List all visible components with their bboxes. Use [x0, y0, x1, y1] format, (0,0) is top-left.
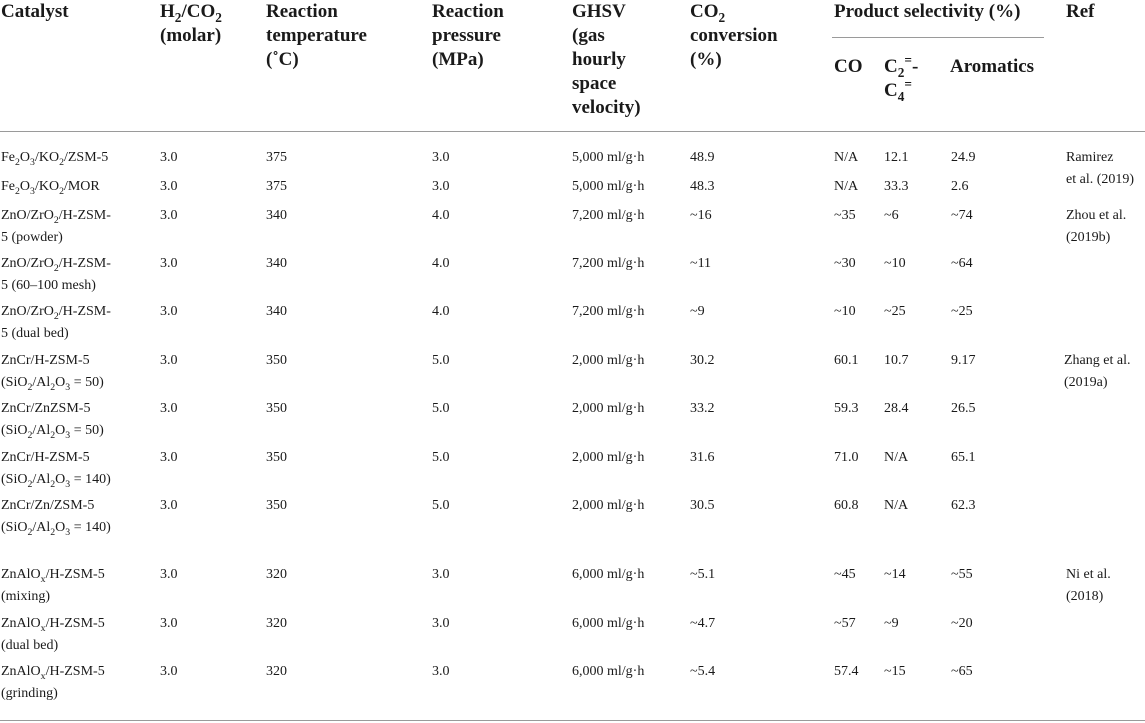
header-temperature [266, 0, 367, 72]
catalyst-line2 [1, 517, 111, 539]
temp-cell: 340 [266, 256, 287, 271]
pressure-cell: 5.0 [432, 498, 450, 513]
temp-cell: 350 [266, 450, 287, 465]
temp-cell: 340 [266, 304, 287, 319]
catalyst-subscript: x [40, 573, 46, 585]
arom-cell: ~55 [951, 567, 973, 582]
catalyst-line1 [1, 147, 108, 169]
catalyst-line1 [1, 205, 111, 227]
header-catalyst-text: Catalyst [1, 1, 69, 22]
ghsv-cell: 7,200 ml/g·h [572, 256, 645, 271]
ref-line2: (2019a) [1064, 375, 1108, 390]
header-conv-line2: conversion [690, 25, 778, 46]
co-cell: 60.8 [834, 498, 859, 513]
catalyst-line1 [1, 253, 111, 275]
catalyst-subscript: 2 [59, 185, 64, 197]
catalyst-subscript: 2 [50, 381, 56, 393]
ratio-cell: 3.0 [160, 450, 178, 465]
catalyst-text: /KO [34, 150, 60, 165]
catalyst-subscript: 3 [65, 526, 71, 538]
catalyst-subscript: 3 [65, 478, 71, 490]
header-ghsv-line5: velocity) [572, 97, 641, 118]
co-cell: 59.3 [834, 401, 859, 416]
catalyst-text: = 50) [70, 423, 104, 438]
catalyst-text: Fe [1, 150, 15, 165]
ghsv-cell: 6,000 ml/g·h [572, 616, 645, 631]
catalyst-subscript: 2 [50, 478, 56, 490]
catalyst-line2 [1, 469, 111, 491]
catalyst-line1 [1, 398, 104, 420]
catalyst-cell [1, 613, 105, 657]
arom-cell: 2.6 [951, 179, 969, 194]
ratio-cell: 3.0 [160, 150, 178, 165]
catalyst-text: 5 (dual bed) [1, 326, 69, 341]
ref-line1: Zhou et al. [1066, 208, 1127, 223]
catalyst-text: (mixing) [1, 589, 50, 604]
ghsv-cell: 5,000 ml/g·h [572, 150, 645, 165]
h-sup: = [904, 52, 912, 68]
temp-cell: 320 [266, 616, 287, 631]
catalyst-subscript: 3 [30, 185, 35, 197]
catalyst-subscript: 2 [59, 156, 64, 168]
temp-cell: 350 [266, 353, 287, 368]
catalyst-subscript: 2 [50, 429, 56, 441]
catalyst-text: ZnCr/Zn/ZSM-5 [1, 498, 95, 513]
co-cell: N/A [834, 150, 859, 165]
ghsv-cell: 2,000 ml/g·h [572, 498, 645, 513]
catalyst-line1 [1, 176, 100, 198]
ghsv-cell: 7,200 ml/g·h [572, 304, 645, 319]
ratio-cell: 3.0 [160, 498, 178, 513]
ref-cell [1064, 350, 1130, 394]
co-cell: ~30 [834, 256, 856, 271]
ratio-cell: 3.0 [160, 401, 178, 416]
header-rule [0, 131, 1145, 132]
catalyst-text: /MOR [63, 179, 100, 194]
olef-cell: 28.4 [884, 401, 909, 416]
catalyst-line1 [1, 661, 105, 683]
catalyst-line1 [1, 495, 111, 517]
catalyst-line2 [1, 323, 111, 345]
ratio-cell: 3.0 [160, 567, 178, 582]
catalyst-cell [1, 564, 105, 608]
catalyst-text: /H-ZSM-5 [45, 616, 105, 631]
catalyst-text: /H-ZSM-5 [45, 567, 105, 582]
conv-cell: 33.2 [690, 401, 715, 416]
conv-cell: 31.6 [690, 450, 715, 465]
h-text: CO [690, 1, 719, 22]
pressure-cell: 5.0 [432, 353, 450, 368]
catalyst-text: /H-ZSM- [58, 256, 111, 271]
conv-cell: 48.3 [690, 179, 715, 194]
h-text: C [884, 80, 898, 101]
selectivity-divider [832, 37, 1044, 38]
temp-cell: 320 [266, 664, 287, 679]
arom-cell: 26.5 [951, 401, 976, 416]
olef-cell: ~10 [884, 256, 906, 271]
ref-cell [1066, 564, 1111, 608]
header-ghsv [572, 0, 641, 120]
co-cell: 71.0 [834, 450, 859, 465]
catalyst-text: O [55, 520, 66, 535]
ghsv-cell: 2,000 ml/g·h [572, 450, 645, 465]
temp-cell: 340 [266, 208, 287, 223]
header-ratio-line2: (molar) [160, 25, 222, 46]
olef-cell: ~9 [884, 616, 899, 631]
ghsv-cell: 2,000 ml/g·h [572, 401, 645, 416]
catalyst-text: 5 (powder) [1, 230, 63, 245]
catalyst-text: (dual bed) [1, 638, 59, 653]
arom-cell: ~74 [951, 208, 973, 223]
catalyst-cell [1, 661, 105, 705]
catalyst-line2 [1, 372, 104, 394]
catalyst-cell [1, 398, 104, 442]
catalyst-text: = 140) [70, 472, 111, 487]
catalyst-cell [1, 147, 108, 169]
ref-line1: Ni et al. [1066, 567, 1111, 582]
header-ratio-line1 [160, 0, 222, 24]
h-text: H [160, 1, 175, 22]
catalyst-text: O [55, 472, 66, 487]
catalyst-text: ZnO/ZrO [1, 256, 54, 271]
co-cell: 57.4 [834, 664, 859, 679]
arom-cell: ~65 [951, 664, 973, 679]
header-conv-line1 [690, 0, 778, 24]
h-sub: 2 [718, 9, 726, 25]
co-cell: 60.1 [834, 353, 859, 368]
catalyst-text: /Al [32, 520, 51, 535]
catalyst-line2 [1, 683, 105, 705]
catalyst-cell [1, 495, 111, 539]
catalyst-subscript: x [40, 670, 46, 682]
catalyst-line2 [1, 635, 105, 657]
catalyst-text: ZnO/ZrO [1, 208, 54, 223]
pressure-cell: 3.0 [432, 179, 450, 194]
arom-cell: 24.9 [951, 150, 976, 165]
pressure-cell: 3.0 [432, 616, 450, 631]
ghsv-cell: 7,200 ml/g·h [572, 208, 645, 223]
catalyst-text: (grinding) [1, 686, 58, 701]
arom-cell: 62.3 [951, 498, 976, 513]
catalyst-text: /Al [32, 423, 51, 438]
catalyst-text: Fe [1, 179, 15, 194]
ref-line2: (2019b) [1066, 230, 1111, 245]
header-ratio [160, 0, 222, 48]
conv-cell: ~11 [690, 256, 712, 271]
header-selectivity: Product selectivity (%) [834, 1, 1021, 22]
catalyst-line1 [1, 447, 111, 469]
pressure-cell: 4.0 [432, 208, 450, 223]
ref-line2: (2018) [1066, 589, 1104, 604]
header-ghsv-line4: space [572, 73, 617, 94]
header-pressure [432, 0, 504, 72]
catalyst-cell [1, 301, 111, 345]
header-pressure-line3: (MPa) [432, 49, 484, 70]
catalyst-text: O [55, 423, 66, 438]
olef-cell: 33.3 [884, 179, 909, 194]
catalyst-line2 [1, 420, 104, 442]
temp-cell: 320 [266, 567, 287, 582]
catalyst-text: /ZSM-5 [63, 150, 109, 165]
catalyst-line1 [1, 564, 105, 586]
ref-cell [1066, 205, 1126, 249]
catalyst-subscript: 3 [65, 429, 71, 441]
temp-cell: 350 [266, 498, 287, 513]
h-text: - [911, 56, 919, 77]
catalyst-text: ZnAlO [1, 664, 41, 679]
ref-line1: Zhang et al. [1064, 353, 1131, 368]
catalyst-text: O [19, 150, 31, 165]
olef-cell: ~25 [884, 304, 906, 319]
olef-cell: 12.1 [884, 150, 909, 165]
ratio-cell: 3.0 [160, 664, 178, 679]
header-catalyst [1, 0, 69, 24]
header-co: CO [834, 56, 863, 77]
catalyst-subscript: 2 [15, 185, 20, 197]
olef-cell: 10.7 [884, 353, 909, 368]
pressure-cell: 5.0 [432, 450, 450, 465]
catalyst-line2 [1, 586, 105, 608]
catalyst-subscript: 2 [53, 310, 59, 322]
header-temp-line3: (˚C) [266, 49, 299, 70]
h-sub: 4 [897, 88, 905, 104]
conv-cell: 30.2 [690, 353, 715, 368]
catalyst-line1 [1, 301, 111, 323]
conv-cell: ~4.7 [690, 616, 716, 631]
catalyst-text: ZnCr/ZnZSM-5 [1, 401, 91, 416]
h-sub: 2 [897, 64, 905, 80]
h-text: /CO [181, 1, 216, 22]
catalyst-text: ZnAlO [1, 567, 41, 582]
catalyst-subscript: 2 [27, 526, 33, 538]
catalyst-cell [1, 205, 111, 249]
olef-cell: ~15 [884, 664, 906, 679]
conv-cell: 48.9 [690, 150, 715, 165]
h-text: C [884, 56, 898, 77]
arom-cell: ~25 [951, 304, 973, 319]
catalyst-text: /KO [34, 179, 60, 194]
catalyst-cell [1, 350, 104, 394]
header-ghsv-line1: GHSV [572, 1, 626, 22]
catalyst-subscript: 2 [50, 526, 56, 538]
ref-cell [1066, 147, 1134, 191]
h-sup: = [904, 76, 912, 92]
header-ghsv-line2: (gas [572, 25, 605, 46]
h-sub: 2 [174, 9, 182, 25]
catalyst-text: (SiO [1, 375, 28, 390]
catalyst-cell [1, 253, 111, 297]
catalyst-text: 5 (60–100 mesh) [1, 278, 96, 293]
catalyst-subscript: 2 [27, 429, 33, 441]
header-olefins-line1 [884, 52, 919, 80]
h-sub: 2 [215, 9, 222, 25]
catalyst-line1 [1, 350, 104, 372]
conv-cell: ~5.1 [690, 567, 716, 582]
pressure-cell: 5.0 [432, 401, 450, 416]
pressure-cell: 3.0 [432, 664, 450, 679]
catalyst-subscript: 2 [15, 156, 20, 168]
co-cell: ~57 [834, 616, 856, 631]
ratio-cell: 3.0 [160, 256, 178, 271]
olef-cell: ~6 [884, 208, 899, 223]
catalyst-text: (SiO [1, 423, 28, 438]
temp-cell: 375 [266, 179, 287, 194]
pressure-cell: 4.0 [432, 256, 450, 271]
ratio-cell: 3.0 [160, 179, 178, 194]
ghsv-cell: 2,000 ml/g·h [572, 353, 645, 368]
catalyst-subscript: 2 [27, 381, 33, 393]
temp-cell: 375 [266, 150, 287, 165]
olef-cell: ~14 [884, 567, 906, 582]
catalyst-text: ZnCr/H-ZSM-5 [1, 450, 90, 465]
header-pressure-line2: pressure [432, 25, 501, 46]
catalyst-subscript: 2 [27, 478, 33, 490]
arom-cell: ~20 [951, 616, 973, 631]
arom-cell: 65.1 [951, 450, 976, 465]
catalyst-text: /H-ZSM-5 [45, 664, 105, 679]
header-temp-line1: Reaction [266, 1, 338, 22]
conv-cell: ~9 [690, 304, 705, 319]
catalyst-text: O [19, 179, 31, 194]
conv-cell: ~16 [690, 208, 712, 223]
catalyst-text: /Al [32, 375, 51, 390]
ref-line2: et al. (2019) [1066, 172, 1135, 187]
header-pressure-line1: Reaction [432, 1, 504, 22]
catalyst-text: (SiO [1, 520, 28, 535]
catalyst-text: /H-ZSM- [58, 208, 111, 223]
catalyst-text: /Al [32, 472, 51, 487]
catalyst-cell [1, 447, 111, 491]
catalyst-line1 [1, 613, 105, 635]
catalyst-text: /H-ZSM- [58, 304, 111, 319]
ratio-cell: 3.0 [160, 208, 178, 223]
olef-cell: N/A [884, 498, 909, 513]
arom-cell: ~64 [951, 256, 973, 271]
ref-line1: Ramirez [1066, 150, 1114, 165]
header-olefins [884, 52, 919, 104]
catalyst-text: (SiO [1, 472, 28, 487]
co-cell: N/A [834, 179, 859, 194]
catalyst-text: ZnCr/H-ZSM-5 [1, 353, 90, 368]
catalyst-text: = 140) [70, 520, 111, 535]
catalyst-line2 [1, 227, 111, 249]
header-conv-line3: (%) [690, 49, 722, 70]
catalyst-subscript: x [40, 622, 46, 634]
header-ref: Ref [1066, 1, 1095, 22]
header-temp-line2: temperature [266, 25, 367, 46]
ratio-cell: 3.0 [160, 353, 178, 368]
catalyst-line2 [1, 275, 111, 297]
co-cell: ~35 [834, 208, 856, 223]
catalyst-text: O [55, 375, 66, 390]
pressure-cell: 3.0 [432, 150, 450, 165]
catalyst-subscript: 3 [30, 156, 35, 168]
catalyst-subscript: 3 [65, 381, 71, 393]
co-cell: ~45 [834, 567, 856, 582]
conv-cell: ~5.4 [690, 664, 716, 679]
ghsv-cell: 6,000 ml/g·h [572, 567, 645, 582]
olef-cell: N/A [884, 450, 909, 465]
catalyst-cell [1, 176, 100, 198]
ratio-cell: 3.0 [160, 304, 178, 319]
header-ghsv-line3: hourly [572, 49, 626, 70]
pressure-cell: 3.0 [432, 567, 450, 582]
catalyst-text: ZnO/ZrO [1, 304, 54, 319]
header-conversion [690, 0, 778, 72]
header-aromatics: Aromatics [950, 56, 1035, 77]
catalyst-subscript: 2 [53, 262, 59, 274]
ghsv-cell: 5,000 ml/g·h [572, 179, 645, 194]
catalyst-text: = 50) [70, 375, 104, 390]
co-cell: ~10 [834, 304, 856, 319]
catalyst-text: ZnAlO [1, 616, 41, 631]
conv-cell: 30.5 [690, 498, 715, 513]
bottom-rule [0, 720, 1145, 721]
temp-cell: 350 [266, 401, 287, 416]
ratio-cell: 3.0 [160, 616, 178, 631]
header-olefins-line2 [884, 76, 918, 104]
pressure-cell: 4.0 [432, 304, 450, 319]
catalyst-subscript: 2 [53, 214, 59, 226]
ghsv-cell: 6,000 ml/g·h [572, 664, 645, 679]
arom-cell: 9.17 [951, 353, 976, 368]
